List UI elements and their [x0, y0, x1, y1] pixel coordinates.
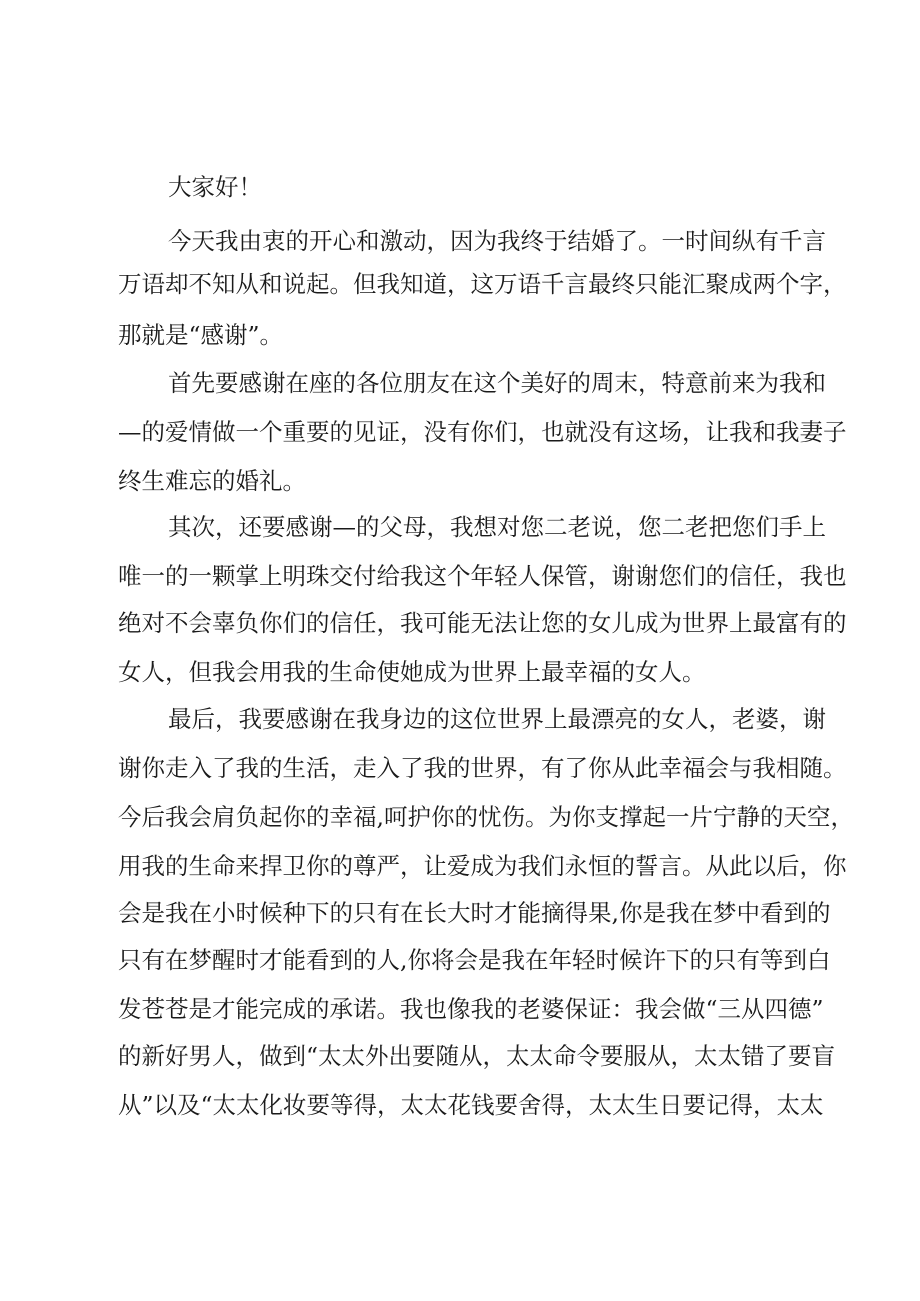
paragraph-3-line-3: 绝对不会辜负你们的信任，我可能无法让您的女儿成为世界上最富有的: [118, 609, 847, 637]
paragraph-4-line-5: 会是我在小时候种下的只有在长大时才能摘得果,你是我在梦中看到的: [118, 899, 831, 927]
paragraph-3-line-2: 唯一的一颗掌上明珠交付给我这个年轻人保管，谢谢您们的信任，我也: [118, 562, 847, 590]
paragraph-4-line-8: 的新好男人，做到“太太外出要随从，太太命令要服从，太太错了要盲: [118, 1042, 836, 1070]
paragraph-4-line-7: 发苍苍是才能完成的承诺。我也像我的老婆保证：我会做“三从四德”: [118, 995, 824, 1023]
paragraph-4-line-3: 今后我会肩负起你的幸福,呵护你的忧伤。为你支撑起一片宁静的天空，: [118, 803, 854, 831]
paragraph-1-line-1: 今天我由衷的开心和激动，因为我终于结婚了。一时间纵有千言: [168, 227, 826, 255]
paragraph-4-line-2: 谢你走入了我的生活，走入了我的世界，有了你从此幸福会与我相随。: [118, 754, 847, 782]
paragraph-3-line-4: 女人，但我会用我的生命使她成为世界上最幸福的女人。: [118, 658, 706, 686]
greeting-line: 大家好！: [168, 173, 262, 201]
paragraph-4-line-6: 只有在梦醒时才能看到的人,你将会是我在年轻时候许下的只有等到白: [118, 946, 831, 974]
paragraph-1-line-2: 万语却不知从和说起。但我知道，这万语千言最终只能汇聚成两个字，: [118, 270, 847, 298]
paragraph-3-line-1: 其次，还要感谢—的父母，我想对您二老说，您二老把您们手上: [168, 513, 826, 541]
paragraph-4-line-4: 用我的生命来捍卫你的尊严，让爱成为我们永恒的誓言。从此以后，你: [118, 852, 847, 880]
paragraph-2-line-3: 终生难忘的婚礼。: [118, 467, 306, 495]
paragraph-2-line-2: —的爱情做一个重要的见证，没有你们，也就没有这场，让我和我妻子: [118, 418, 847, 446]
paragraph-1-line-3: 那就是“感谢”。: [118, 321, 284, 349]
paragraph-2-line-1: 首先要感谢在座的各位朋友在这个美好的周末，特意前来为我和: [168, 369, 826, 397]
paragraph-4-line-9: 从”以及“太太化妆要等得，太太花钱要舍得，太太生日要记得，太太: [118, 1091, 824, 1119]
paragraph-4-line-1: 最后，我要感谢在我身边的这位世界上最漂亮的女人，老婆，谢: [168, 705, 826, 733]
